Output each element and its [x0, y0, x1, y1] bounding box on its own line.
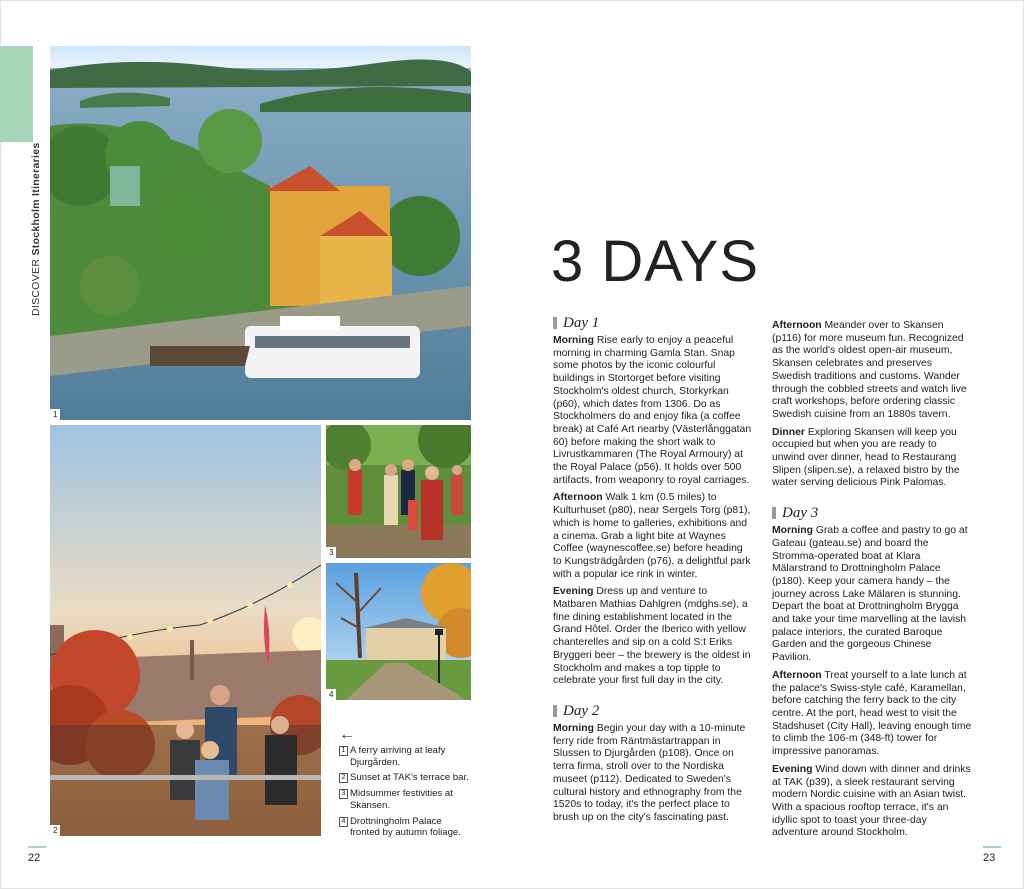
caption-arrow-icon: ←	[339, 726, 355, 743]
paragraph-text: Wind down with dinner and drinks at TAK (p39), a sleek restaurant serving modern Nordic cuisine with an Asian twist. With a spacious rooftop terrace, it's an idyllic spot to toast your three-day adventure around Stockholm.	[772, 763, 971, 839]
time-label: Morning	[772, 525, 813, 537]
time-label: Afternoon	[772, 320, 822, 331]
section-title: Stockholm Itineraries	[30, 142, 42, 256]
photo-sunset-terrace	[50, 425, 321, 836]
time-label: Morning	[553, 335, 594, 346]
paragraph	[553, 492, 753, 581]
day-heading-text: Day 1	[563, 314, 600, 331]
time-label: Evening	[772, 763, 813, 775]
section-label	[30, 142, 42, 316]
page-number-left-text: 22	[28, 852, 41, 864]
paragraph	[772, 670, 972, 759]
paragraph-text: Rise early to enjoy a peaceful morning in charming Gamla Stan. Snap some photos by the iconic colourful buildings in Stortorget before visiting Stockholm's oldest church, Storkyrkan (p60), which dates from 1306. Do as Stockholmers do and enjoy fika (a coffee break) at Café Art nearby (Västerlånggatan 60) before making the short walk to Livrustkammaren (The Royal Armoury) at the Royal Palace (p56). It holds over 500 artifacts, from weaponry to royal carriages.	[553, 335, 752, 486]
paragraph	[553, 335, 753, 487]
folio-bar	[983, 846, 1001, 848]
caption-text: A ferry arriving at leafy Djurgården.	[350, 745, 446, 768]
paragraph-text: Meander over to Skansen (p116) for more museum fun. Recognized as the world's oldest open-air museum, Skansen celebrates and preserves Swedish traditions and customs. Wander through the cobbled streets and watch live craft workshops, before ordering classic Swedish cuisine from an 1880s tavern.	[772, 320, 967, 420]
paragraph-text: Exploring Skansen will keep you occupied but when you are ready to unwind over dinner, head to Restaurang Slipen (slipen.se), a relaxed bistro by the water serving delicious Pink Palomas.	[772, 426, 960, 489]
photo-number: 3	[326, 547, 336, 558]
text-column-right	[772, 320, 972, 845]
folio-bar	[28, 846, 46, 848]
paragraph-text: Grab a coffee and pastry to go at Gateau (gateau.se) and board the Stromma-operated boat at Klara Mälarstrand to Drottningholm Palace (p180). Keep your camera handy – the journey across Lake Mälaren is stunning. Depart the boat at Drottningholm Brygga and take your time marvelling at the lavish palace interiors, the curated Baroque Garden and the gorgeous Chinese Pavilion.	[772, 525, 968, 664]
section-prefix: DISCOVER	[30, 258, 42, 316]
paragraph-text: Treat yourself to a late lunch at the palace's Swiss-style café, Karamellan, before catching the ferry back to the city centre. At the port, head west to visit the Stadshuset (City Hall), leaving enough time to climb the 106-m (348-ft) tower for impressive panoramas.	[772, 669, 972, 758]
day-heading	[553, 315, 753, 331]
caption-text: Midsummer festivities at Skansen.	[350, 788, 453, 811]
page-number-right-text: 23	[983, 852, 996, 864]
time-label: Afternoon	[553, 492, 603, 504]
caption-item	[339, 745, 474, 768]
day-heading-text: Day 3	[782, 504, 819, 521]
heading-marker	[772, 507, 776, 519]
heading-marker	[553, 317, 557, 329]
caption-number: 4	[339, 817, 348, 827]
caption-number: 2	[339, 773, 348, 783]
day-heading	[772, 505, 972, 521]
heading-marker	[553, 705, 557, 717]
day-heading	[553, 703, 753, 719]
paragraph-text: Begin your day with a 10-minute ferry ride from Räntmästartrappan in Slussen to Djurgården (p108). Once on terra firma, stroll over to the Nordiska museet (p112). Dedicated to Sweden's cultural history and ethnography from the 1520s to today, it's the perfect place to brush up on the city's fascinating past.	[553, 722, 746, 823]
page-title: 3 DAYS	[551, 229, 760, 294]
caption-item	[339, 788, 474, 811]
caption-text: Sunset at TAK's terrace bar.	[350, 772, 469, 784]
paragraph	[553, 586, 753, 688]
paragraph	[772, 320, 972, 422]
section-tab	[0, 46, 33, 142]
paragraph-text: Dress up and venture to Matbaren Mathias Dahlgren (mdghs.se), a fine dining establishment located in the Grand Hôtel. Order the Iberico with yellow chanterelles and sip on a cold S:t Eriks Bryggeri beer – the brewery is the oldest in Stockholm and makes a top tipple to celebrate your first full day in the city.	[553, 586, 751, 687]
text-column-left	[553, 315, 753, 830]
paragraph-text: Walk 1 km (0.5 miles) to Kulturhuset (p80), near Sergels Torg (p81), which is home to galleries, exhibitions and a cinema. Grab a light bite at Waynes Coffee (waynescoffee.se) before heading to Kungsträdgården (p76), a delightful park with a popular ice rink in winter.	[553, 492, 751, 580]
time-label: Evening	[553, 586, 594, 598]
photo-number: 2	[50, 825, 60, 836]
caption-item	[339, 772, 474, 784]
time-label: Dinner	[772, 426, 805, 438]
paragraph	[772, 525, 972, 665]
page-number-right	[983, 852, 995, 864]
photo-drottningholm	[326, 563, 471, 700]
page-number-left	[28, 852, 40, 864]
photo-number: 4	[326, 689, 336, 700]
photo-number: 1	[50, 409, 60, 420]
day-heading-text: Day 2	[563, 702, 600, 719]
paragraph	[772, 427, 972, 491]
paragraph	[553, 723, 753, 825]
caption-number: 3	[339, 789, 348, 799]
photo-midsummer	[326, 425, 471, 558]
photo-ferry	[50, 46, 471, 420]
caption-text: Drottningholm Palace fronted by autumn foliage.	[350, 815, 461, 839]
paragraph	[772, 764, 972, 840]
photo-captions	[339, 745, 474, 843]
caption-item	[339, 816, 474, 839]
time-label: Morning	[553, 722, 594, 734]
caption-number: 1	[339, 746, 348, 756]
time-label: Afternoon	[772, 669, 822, 681]
